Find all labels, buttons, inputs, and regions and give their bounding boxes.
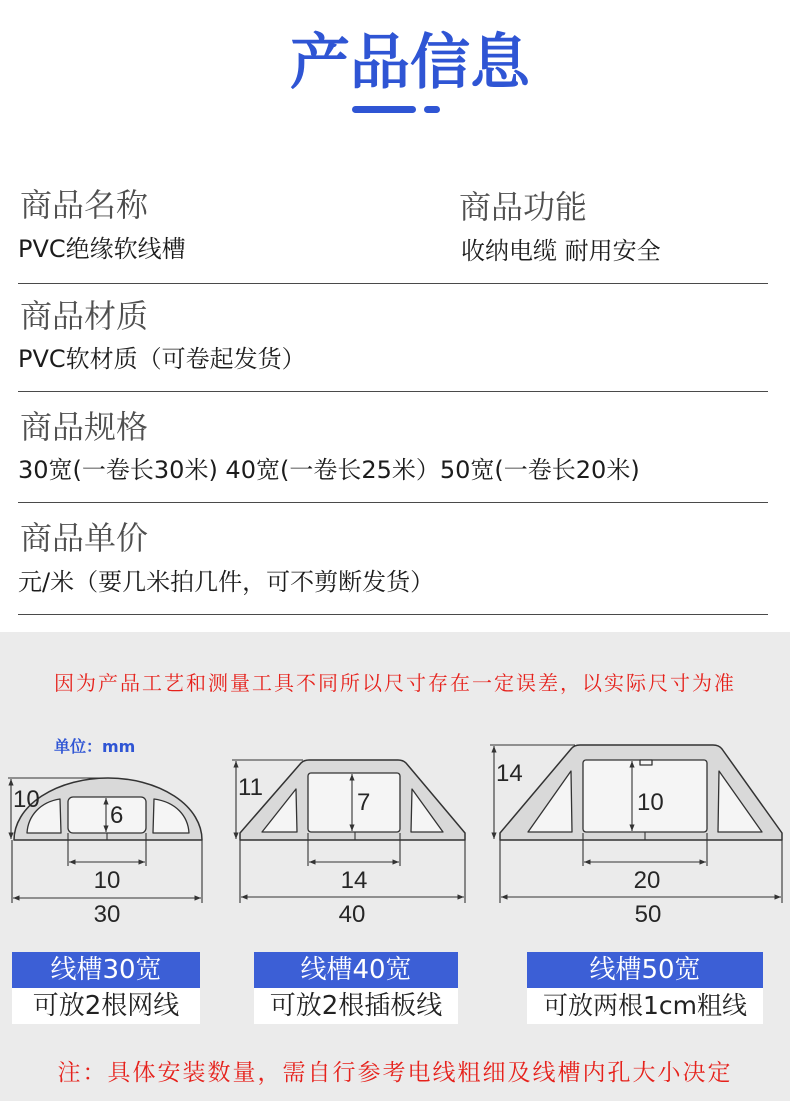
size-notice: 因为产品工艺和测量工具不同所以尺寸存在一定误差，以实际尺寸为准: [54, 671, 736, 695]
profile-title-30: 线槽30宽: [12, 952, 200, 988]
page-title: 产品信息: [290, 28, 530, 98]
name-heading: 商品名称: [20, 186, 149, 224]
width-label: 40: [338, 901, 366, 928]
row-divider: [18, 283, 768, 284]
inner-height-label: 6: [110, 802, 124, 829]
price-heading: 商品单价: [20, 519, 149, 557]
inner-width-label: 14: [340, 867, 368, 894]
profile-capacity-30: 可放2根网线: [12, 988, 200, 1024]
profile-capacity-50: 可放两根1cm粗线: [527, 988, 763, 1024]
profile-diagram-30: [0, 730, 232, 930]
inner-width-label: 20: [633, 867, 661, 894]
inner-height-label: 10: [637, 789, 664, 816]
row-divider: [18, 614, 768, 615]
center-cavity: [68, 797, 146, 833]
title-underline-long: [352, 106, 416, 113]
row-divider: [18, 502, 768, 503]
title-underline-short: [424, 106, 440, 113]
function-heading: 商品功能: [459, 188, 588, 226]
spec-value: 30宽(一卷长30米) 40宽(一卷长25米）50宽(一卷长20米): [18, 456, 640, 484]
width-label: 30: [93, 901, 121, 928]
height-label: 10: [13, 786, 40, 813]
material-heading: 商品材质: [20, 297, 149, 335]
height-label: 11: [238, 774, 263, 801]
material-value: PVC软材质（可卷起发货）: [18, 345, 306, 373]
spec-heading: 商品规格: [20, 408, 149, 446]
profile-diagram-40: [228, 730, 478, 930]
price-value: 元/米（要几米拍几件，可不剪断发货）: [18, 568, 435, 596]
width-label: 50: [634, 901, 662, 928]
inner-width-label: 10: [93, 867, 121, 894]
profile-diagram-50: [484, 730, 790, 930]
top-notch: [640, 760, 652, 765]
profile-title-40: 线槽40宽: [254, 952, 458, 988]
inner-height-label: 7: [357, 789, 371, 816]
installation-footnote: 注：具体安装数量，需自行参考电线粗细及线槽内孔大小决定: [57, 1060, 733, 1086]
function-value: 收纳电缆 耐用安全: [461, 237, 661, 265]
name-value: PVC绝缘软线槽: [18, 235, 186, 263]
center-cavity: [308, 773, 400, 832]
unit-label: 单位：mm: [54, 737, 136, 756]
height-label: 14: [496, 760, 523, 787]
profile-capacity-40: 可放2根插板线: [254, 988, 458, 1024]
profile-title-50: 线槽50宽: [527, 952, 763, 988]
row-divider: [18, 391, 768, 392]
